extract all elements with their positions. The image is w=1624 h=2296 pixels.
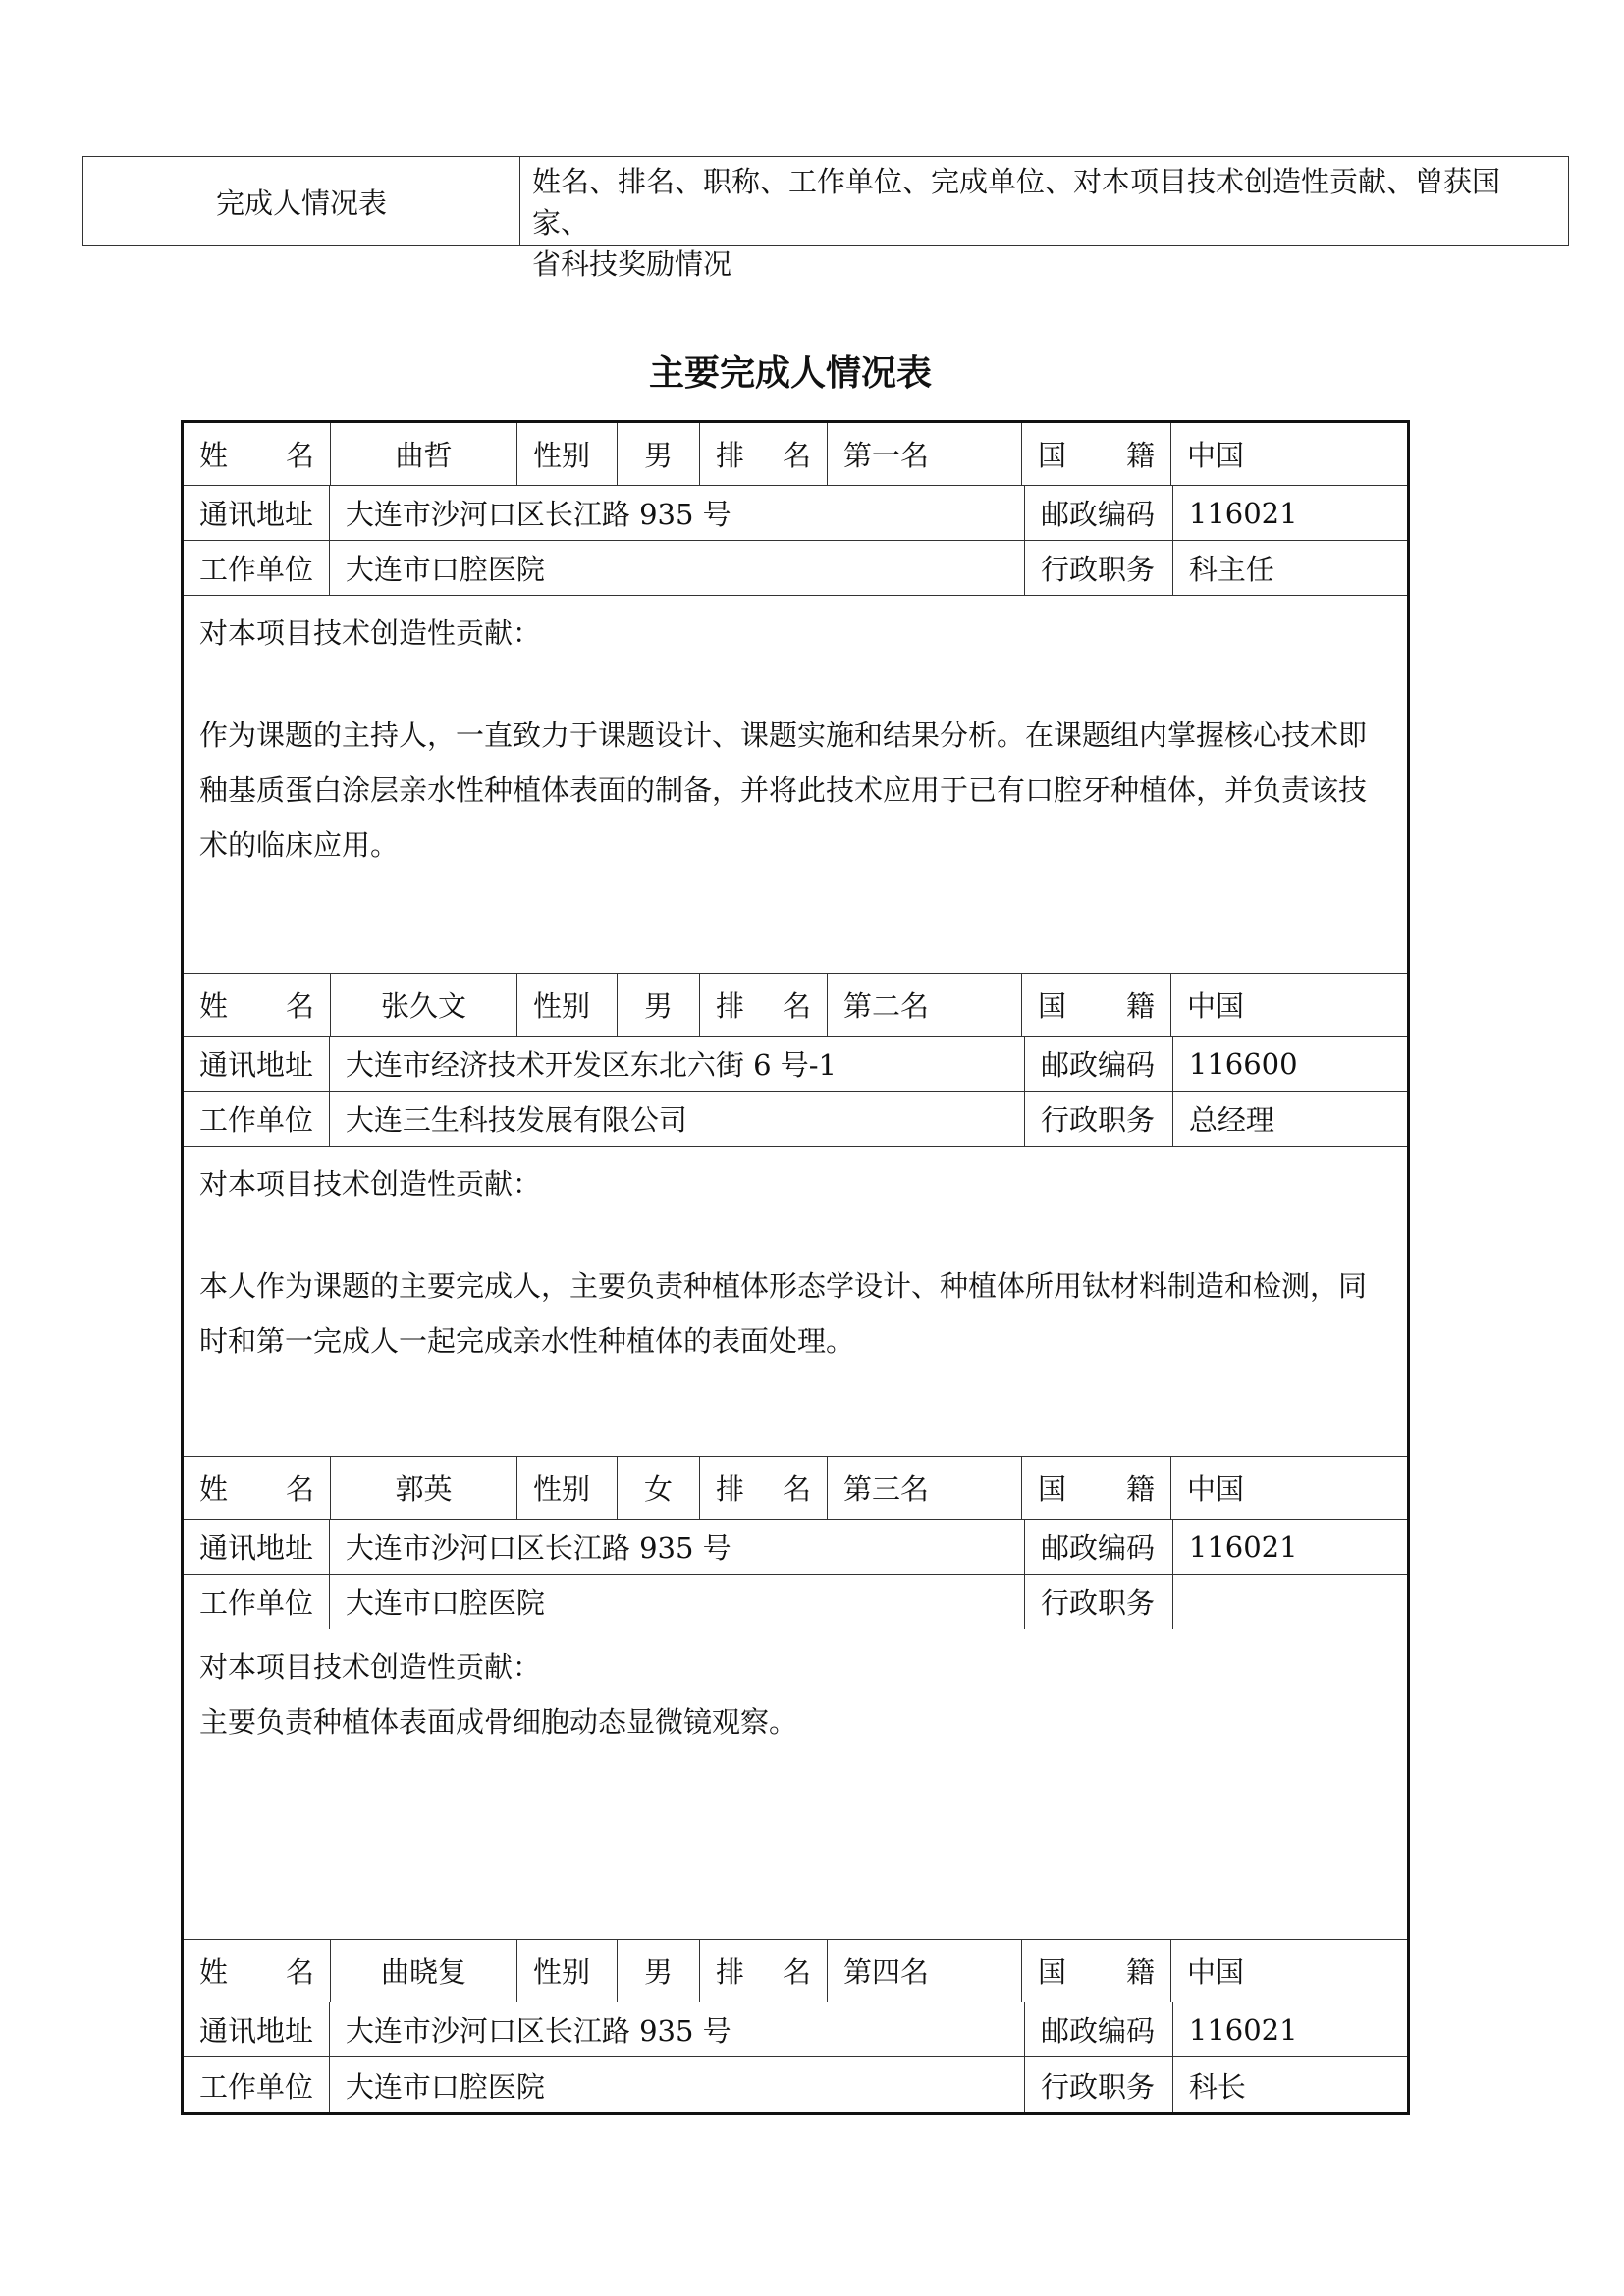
work-unit-row [184,1575,1407,1629]
position-label: 行政职务 [1025,1092,1173,1146]
rank-label: 排 名 [700,1940,828,2002]
work-unit-label: 工作单位 [184,1575,330,1629]
position-value: 科主任 [1188,553,1274,586]
position-label: 行政职务 [1025,1575,1173,1629]
postcode-label: 邮政编码 [1025,1520,1173,1574]
gender-value: 女 [618,1457,700,1519]
gender-value: 男 [618,423,700,485]
person-header-row [184,1940,1407,2002]
position-label: 行政职务 [1025,2057,1173,2112]
rank-value: 第四名 [828,1940,1022,2002]
name-value: 曲晓复 [331,1940,517,2002]
rank-label: 排 名 [700,974,828,1036]
name-label: 姓 名 [184,1940,331,2002]
address-row [184,1037,1407,1092]
postcode-value: 116021 [1188,496,1298,530]
address-value: 大连市沙河口区长江路 935 号 [330,486,1025,540]
nationality-value: 中国 [1187,439,1245,472]
work-unit-value: 大连市口腔医院 [330,541,1025,595]
contribution-line: 主要负责种植体表面成骨细胞动态显微镜观察。 [199,1705,798,1738]
address-row [184,2002,1407,2057]
address-label: 通讯地址 [184,1037,330,1091]
summary-label: 完成人情况表 [83,157,520,245]
name-value: 张久文 [331,974,517,1036]
address-value: 大连市经济技术开发区东北六街 6 号-1 [330,1037,1025,1091]
name-label: 姓 名 [184,1457,331,1519]
position-value [1173,1575,1407,1629]
position-value: 科长 [1188,2069,1246,2104]
address-value: 大连市沙河口区长江路 935 号 [330,1520,1025,1574]
name-value: 郭英 [331,1457,517,1519]
person-header-row [184,974,1407,1037]
work-unit-value: 大连市口腔医院 [330,1575,1025,1629]
nationality-label: 国 籍 [1022,423,1171,485]
work-unit-label: 工作单位 [184,541,330,595]
postcode-label: 邮政编码 [1025,486,1173,540]
address-label: 通讯地址 [184,486,330,540]
contribution-cell [184,1147,1407,1457]
name-value: 曲哲 [331,423,517,485]
name-label: 姓 名 [184,423,331,485]
position-label: 行政职务 [1025,541,1173,595]
summary-content-line: 姓名、排名、职称、工作单位、完成单位、对本项目技术创造性贡献、曾获国家、 [532,165,1501,240]
gender-label: 性别 [517,974,618,1036]
address-label: 通讯地址 [184,2002,330,2056]
work-unit-row [184,2057,1407,2112]
address-row [184,486,1407,541]
position-value: 总经理 [1188,1103,1274,1137]
gender-label: 性别 [517,1457,618,1519]
gender-value: 男 [618,974,700,1036]
contribution-line: 术的临床应用。 [199,828,400,862]
nationality-value: 中国 [1187,1955,1245,1989]
contribution-cell [184,1629,1407,1940]
contribution-label: 对本项目技术创造性贡献： [199,616,542,650]
address-row [184,1520,1407,1575]
person-header-row [184,423,1407,486]
work-unit-label: 工作单位 [184,2057,330,2112]
contribution-label: 对本项目技术创造性贡献： [199,1650,542,1683]
postcode-value: 116021 [1188,1529,1298,1564]
work-unit-value: 大连市口腔医院 [330,2057,1025,2112]
person-header-row [184,1457,1407,1520]
rank-label: 排 名 [700,1457,828,1519]
gender-label: 性别 [517,423,618,485]
contribution-line: 作为课题的主持人，一直致力于课题设计、课题实施和结果分析。在课题组内掌握核心技术即 [199,719,1368,752]
address-value: 大连市沙河口区长江路 935 号 [330,2002,1025,2056]
rank-value: 第一名 [828,423,1022,485]
contribution-line: 釉基质蛋白涂层亲水性种植体表面的制备，并将此技术应用于已有口腔牙种植体，并负责该技 [199,774,1368,807]
rank-value: 第三名 [828,1457,1022,1519]
work-unit-row [184,541,1407,596]
completers-table [181,420,1410,2115]
rank-value: 第二名 [828,974,1022,1036]
postcode-value: 116021 [1188,2012,1298,2047]
contribution-line: 本人作为课题的主要完成人，主要负责种植体形态学设计、种植体所用钛材料制造和检测，同 [199,1269,1368,1303]
nationality-label: 国 籍 [1022,1940,1171,2002]
page-title: 主要完成人情况表 [648,353,932,394]
nationality-label: 国 籍 [1022,974,1171,1036]
work-unit-value: 大连三生科技发展有限公司 [330,1092,1025,1146]
postcode-value: 116600 [1188,1046,1298,1081]
gender-label: 性别 [517,1940,618,2002]
name-label: 姓 名 [184,974,331,1036]
nationality-label: 国 籍 [1022,1457,1171,1519]
summary-content-line: 省科技奖励情况 [532,247,732,281]
work-unit-label: 工作单位 [184,1092,330,1146]
summary-table [82,156,1569,281]
nationality-value: 中国 [1187,989,1245,1023]
nationality-value: 中国 [1187,1472,1245,1506]
gender-value: 男 [618,1940,700,2002]
summary-content [520,157,1568,281]
contribution-label: 对本项目技术创造性贡献： [199,1167,542,1201]
postcode-label: 邮政编码 [1025,2002,1173,2056]
work-unit-row [184,1092,1407,1147]
rank-label: 排 名 [700,423,828,485]
contribution-cell [184,596,1407,974]
address-label: 通讯地址 [184,1520,330,1574]
postcode-label: 邮政编码 [1025,1037,1173,1091]
contribution-line: 时和第一完成人一起完成亲水性种植体的表面处理。 [199,1324,855,1358]
